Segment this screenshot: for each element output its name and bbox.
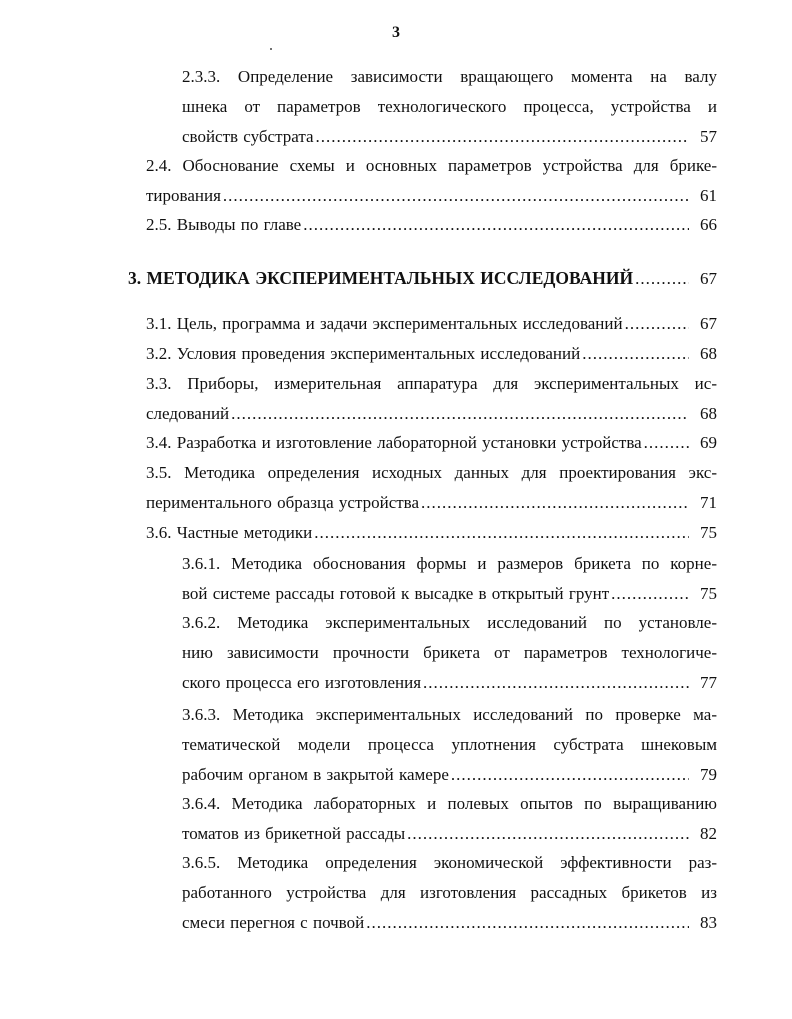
dot-leader <box>611 579 689 609</box>
toc-line: 2.4. Обоснование схемы и основных параметров устройства для брике- <box>146 156 717 175</box>
toc-page: 61 <box>700 186 717 205</box>
toc-page: 68 <box>700 404 717 423</box>
toc-entry-3-6 <box>146 518 717 548</box>
toc-text: свойств субстрата <box>182 127 314 146</box>
toc-text: вой системе рассады готовой к высадке в открытый грунт <box>182 584 610 603</box>
toc-text: 3.2. Условия проведения экспериментальных исследований <box>146 344 581 363</box>
toc-page: 75 <box>700 584 717 603</box>
toc-last-line <box>146 488 717 518</box>
toc-entry-3-6-2 <box>182 608 717 698</box>
toc-page: 82 <box>700 824 717 843</box>
toc-page: 69 <box>700 433 717 452</box>
toc-line: тематической модели процесса уплотнения субстрата шнековым <box>182 735 717 754</box>
toc-line: 2.3.3. Определение зависимости вращающего момента на валу <box>182 67 717 86</box>
dot-leader <box>625 309 689 339</box>
dot-leader <box>582 339 689 369</box>
toc-entry-3-2 <box>146 339 717 369</box>
toc-page: 67 <box>700 269 717 288</box>
toc-entry-3-5 <box>146 458 717 518</box>
toc-entry-2-4 <box>146 151 717 211</box>
toc-line: 3.3. Приборы, измерительная аппаратура для экспериментальных ис- <box>146 374 717 393</box>
toc-page: 57 <box>700 127 717 146</box>
toc-last-line <box>146 518 717 548</box>
toc-last-line <box>146 309 717 339</box>
toc-entry-3-3 <box>146 369 717 429</box>
dot-leader <box>451 760 689 790</box>
toc-entry-3-4 <box>146 428 717 458</box>
toc-page: 68 <box>700 344 717 363</box>
dot-leader <box>366 908 689 938</box>
toc-last-line <box>182 668 717 698</box>
toc-entry-3-1 <box>146 309 717 339</box>
toc-text: следований <box>146 404 230 423</box>
toc-entry-3-6-5 <box>182 848 717 938</box>
toc-last-line <box>182 908 717 938</box>
toc-text: смеси перегноя с почвой <box>182 913 365 932</box>
toc-entry-2-5 <box>146 210 717 240</box>
toc-entry-3-6-4 <box>182 789 717 849</box>
toc-page: 67 <box>700 314 717 333</box>
toc-line: 3.6.1. Методика обоснования формы и размеров брикета по корне- <box>182 554 717 573</box>
toc-last-line <box>146 339 717 369</box>
toc-chapter-title: 3. МЕТОДИКА ЭКСПЕРИМЕНТАЛЬНЫХ ИССЛЕДОВАНИЙ <box>128 268 634 288</box>
toc-text: тирования <box>146 186 221 205</box>
toc-line: 3.6.3. Методика экспериментальных исследований по проверке ма- <box>182 705 717 724</box>
toc-line: 3.5. Методика определения исходных данных для проектирования экс- <box>146 463 717 482</box>
toc-text: рабочим органом в закрытой камере <box>182 765 449 784</box>
toc-line: 3.6.5. Методика определения экономической эффективности раз- <box>182 853 717 872</box>
toc-last-line <box>146 210 717 240</box>
toc-page: 75 <box>700 523 717 542</box>
toc-last-line <box>146 181 717 211</box>
toc-page: 79 <box>700 765 717 784</box>
dot-leader <box>635 264 689 294</box>
toc-page: 83 <box>700 913 717 932</box>
dot-leader <box>421 488 689 518</box>
toc-line: шнека от параметров технологического процесса, устройства и <box>182 97 717 116</box>
page-number: 3 <box>392 24 400 41</box>
toc-text: периментального образца устройства <box>146 493 420 512</box>
dot-leader <box>644 428 689 458</box>
toc-text: 3.1. Цель, программа и задачи экспериментальных исследований <box>146 314 623 333</box>
toc-entry-3-6-1 <box>182 549 717 609</box>
dot-leader <box>314 518 689 548</box>
toc-chapter-3 <box>128 263 717 293</box>
toc-text: 3.6. Частные методики <box>146 523 313 542</box>
toc-text: 3.4. Разработка и изготовление лабораторной установки устройства <box>146 433 642 452</box>
toc-page: 66 <box>700 215 717 234</box>
dot-leader <box>231 399 689 429</box>
toc-last-line <box>182 579 717 609</box>
toc-text: томатов из брикетной рассады <box>182 824 406 843</box>
toc-page: 71 <box>700 493 717 512</box>
toc-last-line <box>128 263 717 293</box>
toc-text: ского процесса его изготовления <box>182 673 422 692</box>
dot-leader <box>316 122 689 152</box>
toc-text: 2.5. Выводы по главе <box>146 215 302 234</box>
toc-line: нию зависимости прочности брикета от параметров технологиче- <box>182 643 717 662</box>
dot-leader <box>303 210 689 240</box>
toc-line: 3.6.4. Методика лабораторных и полевых опытов по выращиванию <box>182 794 717 813</box>
toc-line: 3.6.2. Методика экспериментальных исследований по установле- <box>182 613 717 632</box>
toc-page: 77 <box>700 673 717 692</box>
toc-entry-3-6-3 <box>182 700 717 790</box>
toc-last-line <box>182 819 717 849</box>
toc-last-line <box>146 428 717 458</box>
dot-leader <box>423 668 689 698</box>
toc-entry-2-3-3 <box>182 62 717 152</box>
dot-leader <box>223 181 689 211</box>
toc-last-line <box>182 122 717 152</box>
toc-line: работанного устройства для изготовления рассадных брикетов из <box>182 883 717 902</box>
dot-leader <box>407 819 689 849</box>
toc-last-line <box>182 760 717 790</box>
toc-last-line <box>146 399 717 429</box>
